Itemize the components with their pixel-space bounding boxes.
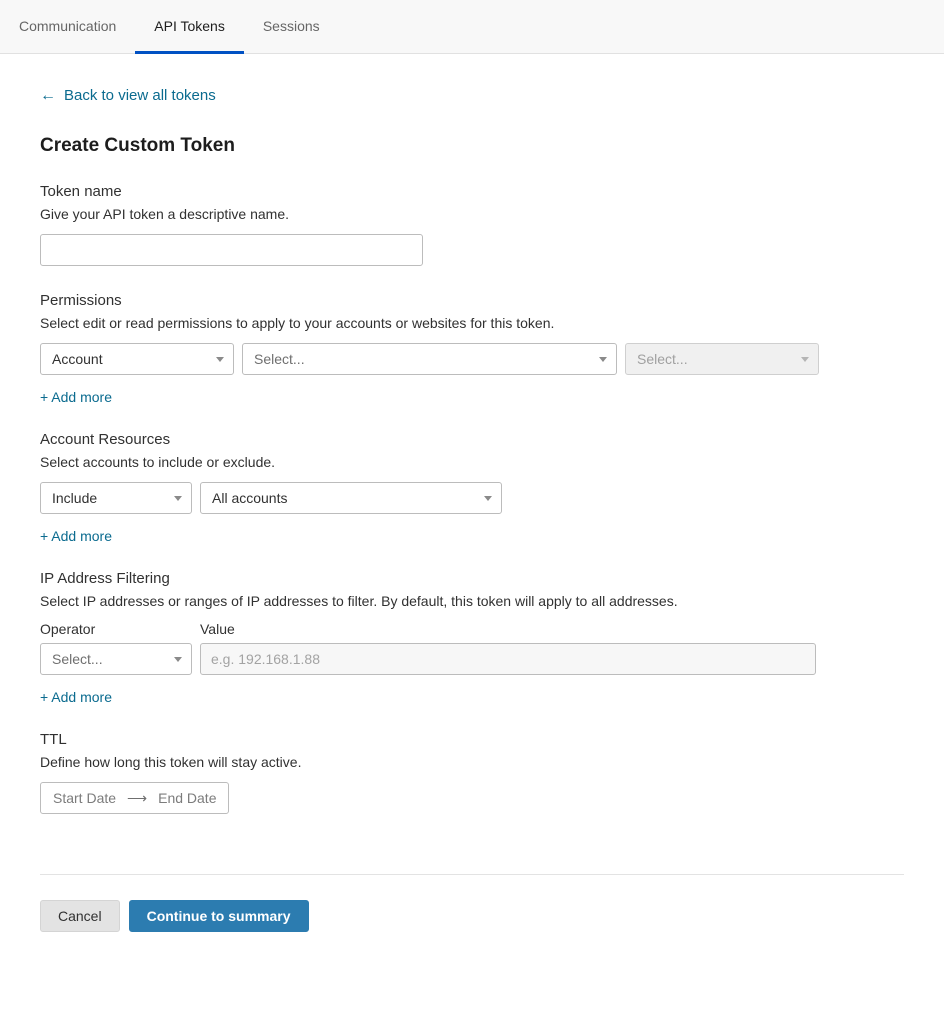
ttl-description: Define how long this token will stay active. [40,754,302,770]
chevron-down-icon [484,496,492,501]
ttl-label: TTL [40,731,67,748]
chevron-down-icon [216,357,224,362]
ip-operator-select[interactable] [40,643,192,675]
account-resources-add-more-button[interactable] [40,528,112,544]
permission-scope-value: Account [52,351,103,367]
add-more-label: + Add more [40,528,112,544]
ttl-start-date[interactable]: Start Date [53,790,117,806]
permission-access-select [625,343,819,375]
tab-bar [0,0,944,54]
chevron-down-icon [599,357,607,362]
ip-filtering-label: IP Address Filtering [40,570,170,587]
ip-filtering-add-more-button[interactable] [40,689,112,705]
account-resources-mode-value: Include [52,490,98,506]
cancel-button[interactable] [40,900,120,932]
arrow-right-icon: ⟶ [127,789,148,806]
add-more-label: + Add more [40,389,112,405]
token-name-input[interactable] [40,234,423,266]
account-resources-account-value: All accounts [212,490,288,506]
footer-divider [40,874,904,875]
back-to-all-tokens-link[interactable] [40,87,216,104]
permission-resource-select[interactable] [242,343,617,375]
cancel-button-label: Cancel [58,908,102,924]
continue-button-label: Continue to summary [146,908,291,924]
permissions-row [40,343,904,375]
tab-sessions[interactable] [244,0,339,54]
account-resources-label: Account Resources [40,431,171,448]
ip-value-label: Value [200,621,235,637]
permissions-label: Permissions [40,292,122,309]
section-account-resources [40,431,904,544]
account-resources-account-select[interactable] [200,482,502,514]
permission-scope-select[interactable] [40,343,234,375]
chevron-down-icon [174,657,182,662]
permissions-add-more-button[interactable] [40,389,112,405]
account-resources-row [40,482,904,514]
account-resources-description: Select accounts to include or exclude. [40,454,276,470]
tab-label: Sessions [262,17,320,34]
section-token-name [40,183,904,266]
continue-to-summary-button[interactable] [129,900,309,932]
main-content [0,87,944,958]
chevron-down-icon [801,357,809,362]
section-ttl [40,731,904,814]
ip-operator-label: Operator [40,621,96,637]
ip-filtering-column-labels [40,621,904,637]
arrow-left-icon: ← [40,86,56,104]
form-footer [40,900,904,958]
ttl-date-range-picker[interactable] [40,782,229,814]
token-name-label: Token name [40,183,122,200]
permissions-description: Select edit or read permissions to apply to your accounts or websites for this token. [40,315,555,331]
ip-operator-value: Select... [52,651,103,667]
account-resources-mode-select[interactable] [40,482,192,514]
section-permissions [40,292,904,405]
tab-api-tokens[interactable] [135,0,244,54]
section-ip-filtering [40,570,904,705]
add-more-label: + Add more [40,689,112,705]
tab-label: API Tokens [154,17,225,34]
token-name-description: Give your API token a descriptive name. [40,206,290,222]
permission-access-value: Select... [637,351,688,367]
chevron-down-icon [174,496,182,501]
ip-filtering-description: Select IP addresses or ranges of IP addresses to filter. By default, this token will apply to all addresses. [40,593,678,609]
ip-value-input[interactable] [200,643,816,675]
tab-communication[interactable] [0,0,135,54]
permission-resource-value: Select... [254,351,305,367]
tab-label: Communication [19,17,117,34]
page-title: Create Custom Token [40,135,235,156]
ttl-end-date[interactable]: End Date [158,790,217,806]
back-link-label: Back to view all tokens [64,87,216,104]
ip-filtering-row [40,643,904,675]
